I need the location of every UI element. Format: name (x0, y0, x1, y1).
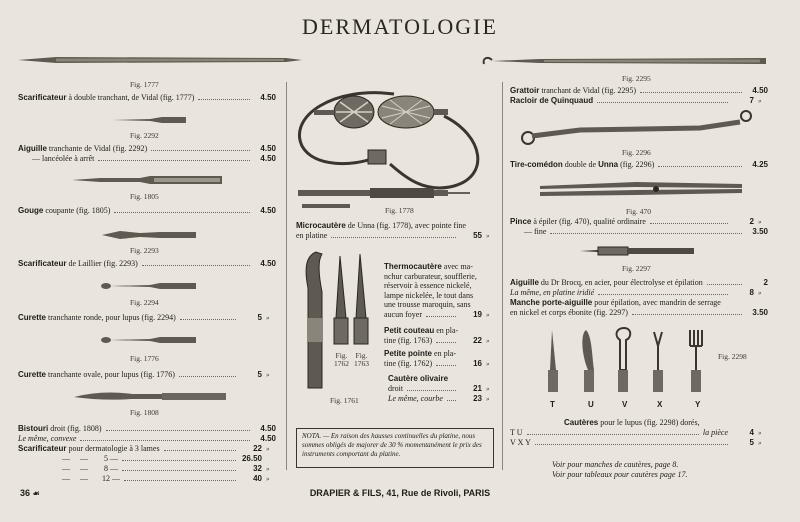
item-desc: Le même, convexe (18, 434, 77, 443)
cross-reference: Voir pour manches de cautères, page 8. (552, 460, 679, 469)
figure-caption: Fig. 2292 (130, 131, 159, 140)
item-desc: réservoir à essence nickelé, (384, 281, 472, 291)
blade-count: 8 (104, 464, 108, 473)
catalog-entry: Pince à épiler (fig. 470), qualité ordinaire 2 » — fine 3.50 (510, 217, 768, 236)
figure-caption-label: Fig. (355, 351, 368, 360)
item-price: 4.50 (260, 144, 276, 153)
catalog-entry: Thermocautère avec ma- nchur carburateur, soufflerie, réservoir à essence nickelé, lampe nickelée, le tout dans une trousse maroquin, sans aucun foyer 19 » (384, 262, 496, 321)
item-name: Manche porte-aiguille (510, 298, 593, 307)
item-price: 8 (749, 288, 754, 297)
item-desc: Le même, courbe (388, 394, 443, 403)
item-price: 5 (749, 438, 754, 447)
item-desc: tranchante ronde, pour lupus (fig. 2294) (46, 313, 176, 322)
item-name: Pince (510, 217, 532, 226)
item-price: 4.50 (752, 86, 768, 95)
item-name: Tire-comédon (510, 160, 563, 169)
item-price: 2 (763, 278, 768, 287)
item-name: Scarificateur (18, 444, 67, 453)
item-name: Curette (18, 313, 47, 322)
item-desc: pour le lupus (fig. 2298) dorés, (598, 418, 700, 427)
item-desc: de Unna (fig. 1778), avec pointe fine (345, 221, 466, 230)
figure-caption: Fig. 2294 (130, 298, 159, 307)
item-desc: tranchant de Vidal (fig. 2295) (539, 86, 637, 95)
item-name: Cautère olivaire (388, 374, 449, 383)
tweezers-illustration (536, 176, 746, 202)
figure-caption: Fig. 1805 (130, 192, 159, 201)
item-variant: V X Y (510, 438, 531, 447)
thermocautery-tips-illustration (296, 248, 378, 398)
item-desc: La même, en platine iridié (510, 288, 595, 297)
item-desc: en platine (296, 231, 328, 240)
item-price: 4.50 (260, 206, 276, 215)
comedone-extractor-illustration (520, 108, 760, 148)
cautery-letter: Y (695, 400, 701, 409)
item-price: 5 (257, 370, 262, 379)
item-price: 21 (473, 384, 482, 393)
microcautery-illustration (294, 76, 494, 216)
lupus-cauteries-illustration (540, 326, 720, 396)
item-price: 22 (473, 336, 482, 345)
needle-illustration (110, 114, 190, 126)
item-price: 23 (473, 394, 482, 403)
item-price: 4.50 (260, 93, 276, 102)
item-desc: pour dermatologie à 3 lames (66, 444, 160, 453)
catalog-entry (18, 144, 276, 164)
figure-caption: Fig. 2296 (622, 148, 651, 157)
catalog-entry (510, 160, 768, 170)
figure-caption: Fig. 1808 (130, 408, 159, 417)
column-divider (502, 82, 503, 470)
item-desc: (fig. 2296) (618, 160, 655, 169)
catalog-entry: Microcautère de Unna (fig. 1778), avec pointe fine en platine 55 » (296, 221, 490, 240)
cautery-letter: X (657, 400, 663, 409)
item-name: Bistouri (18, 424, 49, 433)
item-price: 26.50 (241, 454, 262, 463)
bistoury-illustration (72, 388, 228, 404)
scraper-illustration (480, 52, 770, 70)
figure-caption: Fig. 2297 (622, 264, 651, 273)
catalog-entry: Grattoir tranchant de Vidal (fig. 2295) 4.50 Racloir de Quinquaud 7 » (510, 86, 768, 105)
item-price: 4.25 (752, 160, 768, 169)
item-desc: tine (fig. 1762) (384, 359, 433, 368)
item-price: 7 (749, 96, 754, 105)
page-number: 36 ☙ (20, 488, 40, 498)
item-name: Scarificateur (18, 259, 67, 268)
catalog-entry (18, 206, 276, 216)
item-price: 4.50 (260, 154, 276, 163)
item-desc: une trousse maroquin, sans (384, 300, 471, 310)
figure-caption: Fig. 1761 (330, 396, 359, 405)
catalog-entry: Curette tranchante ronde, pour lupus (fig. 2294) 5 » (18, 313, 270, 322)
item-desc: — lancéolée à arrêt (32, 154, 95, 163)
needle-holder-illustration (578, 244, 700, 258)
item-name: Aiguille (510, 278, 539, 287)
figure-caption (334, 352, 349, 368)
catalog-entry: Petite pointe en pla- tine (fig. 1762) 16 » (384, 349, 490, 368)
item-name: Gouge (18, 206, 44, 215)
item-desc: tine (fig. 1763) (384, 336, 433, 345)
item-name: Cautères (564, 418, 599, 427)
item-desc: coupante (fig. 1805) (43, 206, 111, 215)
item-desc: tranchante ovale, pour lupus (fig. 1776) (46, 370, 175, 379)
item-variant: T U (510, 428, 523, 437)
catalog-entry: Cautères pour le lupus (fig. 2298) dorés, T U la pièce 4 » V X Y 5 » (510, 418, 762, 447)
item-desc: droit (fig. 1808) (48, 424, 102, 433)
item-price: 16 (473, 359, 482, 368)
item-desc: en nickel et corps ébonite (fig. 2297) (510, 308, 628, 317)
item-name: Petit couteau (384, 326, 435, 335)
item-name: Thermocautère (384, 262, 442, 271)
figure-caption (354, 352, 369, 368)
item-unit: la pièce (702, 428, 728, 437)
pricing-note: NOTA. — En raison des hausses continuelles du platine, nous sommes obligés de majorer de 30 % momentanément le prix des instruments comportant du platine. (296, 428, 494, 468)
catalog-entry: Bistouri droit (fig. 1808) 4.50 Le même, convexe 4.50 Scarificateur pour dermatologie à 3 lames 22 » — — 5 — 26.50 — — 8 — 32 » — — 12 — 40 » (18, 424, 276, 483)
item-desc: double de (562, 160, 599, 169)
item-desc: à épiler (fig. 470), qualité ordinaire (531, 217, 646, 226)
item-price: 4 (749, 428, 754, 437)
figure-caption: Fig. 2298 (718, 352, 747, 361)
figure-caption: Fig. 2293 (130, 246, 159, 255)
figure-caption-number: 1763 (354, 359, 369, 368)
column-divider (286, 82, 287, 470)
figure-caption: Fig. 2295 (622, 74, 651, 83)
item-price: 40 (253, 474, 262, 483)
item-name: Unna (598, 160, 619, 169)
figure-caption: Fig. 470 (626, 207, 652, 216)
item-price: 4.50 (260, 259, 276, 268)
curette-illustration (100, 280, 200, 292)
item-desc: — fine (524, 227, 547, 236)
gouge-illustration (70, 174, 224, 186)
catalog-entry: Cautère olivaire droit 21 » Le même, courbe 23 » (384, 374, 496, 404)
item-price: 4.50 (260, 434, 276, 443)
item-desc: du Dr Brocq, en acier, pour électrolyse et épilation (538, 278, 703, 287)
figure-caption: Fig. 1777 (130, 80, 159, 89)
catalog-entry: Aiguille du Dr Brocq, en acier, pour électrolyse et épilation 2 La même, en platine iridié 8 » Manche porte-aiguille pour épilation, avec mandrin de serrage en nickel et corps ébonite (fig. 2297) 3.50 (510, 278, 768, 317)
cautery-letter: U (588, 400, 594, 409)
item-name: Grattoir (510, 86, 540, 95)
item-price: 5 (257, 313, 262, 322)
item-desc: droit (388, 384, 404, 393)
item-name: Aiguille (18, 144, 47, 153)
catalog-entry: Curette tranchante ovale, pour lupus (fig. 1776) 5 » (18, 370, 270, 379)
cross-reference: Voir pour tableaux pour cautères page 17. (552, 470, 688, 479)
catalog-entry (18, 259, 276, 269)
item-desc: en pla- (432, 349, 457, 358)
item-desc: avec ma- (443, 262, 473, 271)
figure-caption: Fig. 1776 (130, 354, 159, 363)
item-price: 3.50 (752, 227, 768, 236)
item-desc: tranchante de Vidal (fig. 2292) (46, 144, 148, 153)
item-name: Petite pointe (384, 349, 433, 358)
item-price: 32 (253, 464, 262, 473)
catalog-entry: Petit couteau en pla- tine (fig. 1763) 22 » (384, 326, 490, 345)
page-number-text: 36 (20, 488, 31, 498)
item-price: 19 (473, 309, 482, 319)
item-name: Racloir de Quinquaud (510, 96, 594, 105)
blade-count: 5 (104, 454, 108, 463)
item-price: 55 (473, 231, 482, 240)
item-price: 22 (253, 444, 262, 453)
item-desc: de Laillier (fig. 2293) (66, 259, 138, 268)
scarifier-illustration (100, 228, 200, 242)
cautery-letter: V (622, 400, 628, 409)
figure-caption-label: Fig. (335, 351, 348, 360)
item-price: 2 (749, 217, 754, 226)
figure-caption-number: 1762 (334, 359, 349, 368)
blade-count: 12 (102, 474, 110, 483)
cautery-letter: T (550, 400, 555, 409)
item-price: 4.50 (260, 424, 276, 433)
page-title: DERMATOLOGIE (302, 14, 498, 39)
item-desc: aucun foyer (384, 309, 422, 319)
item-desc: en pla- (434, 326, 459, 335)
item-desc: pour épilation, avec mandrin de serrage (592, 298, 721, 307)
item-name: Curette (18, 370, 47, 379)
item-desc: à double tranchant, de Vidal (fig. 1777) (66, 93, 195, 102)
item-desc: lampe nickelée, le tout dans (384, 290, 474, 300)
figure-caption: Fig. 1778 (385, 206, 414, 215)
publisher-footer: DRAPIER & FILS, 41, Rue de Rivoli, PARIS (309, 488, 491, 498)
item-price: 3.50 (752, 308, 768, 317)
scalpel-illustration (16, 52, 306, 68)
item-name: Microcautère (296, 221, 346, 230)
item-desc: nchur carburateur, soufflerie, (384, 271, 477, 281)
catalog-entry (18, 93, 276, 103)
curette-illustration (100, 334, 200, 346)
item-name: Scarificateur (18, 93, 67, 102)
